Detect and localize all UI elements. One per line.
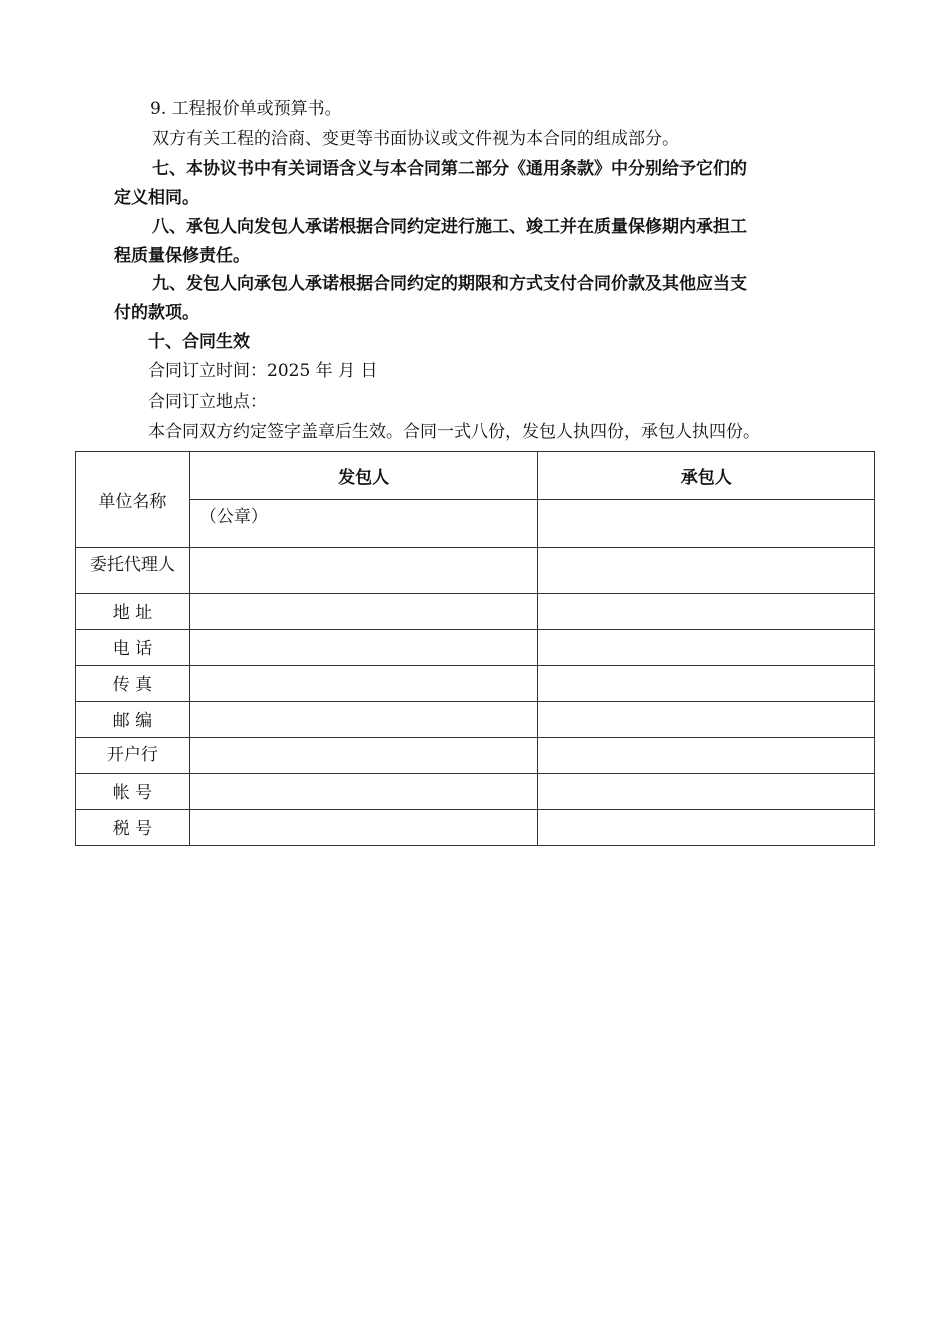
fax-label: 传 真 <box>76 666 190 702</box>
employer-phone-cell[interactable] <box>189 630 538 666</box>
table-row <box>76 666 875 702</box>
contractor-address-cell[interactable] <box>538 594 875 630</box>
address-label: 地 址 <box>76 594 190 630</box>
table-row <box>76 452 875 500</box>
employer-postcode-cell[interactable] <box>189 702 538 738</box>
contractor-bank-cell[interactable] <box>538 738 875 774</box>
item-9-quote: 9. 工程报价单或预算书。 <box>150 99 342 119</box>
related-docs-clause: 双方有关工程的洽商、变更等书面协议或文件视为本合同的组成部分。 <box>152 129 679 149</box>
contractor-header: 承包人 <box>538 452 875 500</box>
table-row <box>76 774 875 810</box>
contractor-phone-cell[interactable] <box>538 630 875 666</box>
table-row <box>76 702 875 738</box>
contract-place: 合同订立地点： <box>148 392 267 412</box>
contractor-account-cell[interactable] <box>538 774 875 810</box>
contractor-fax-cell[interactable] <box>538 666 875 702</box>
clause-9-line1: 九、发包人向承包人承诺根据合同约定的期限和方式支付合同价款及其他应当支 <box>152 274 747 294</box>
employer-tax-id-cell[interactable] <box>189 810 538 846</box>
clause-8-line1: 八、承包人向发包人承诺根据合同约定进行施工、竣工并在质量保修期内承担工 <box>152 217 747 237</box>
table-row <box>76 630 875 666</box>
clause-10-heading: 十、合同生效 <box>148 332 250 352</box>
clause-7-line2: 定义相同。 <box>114 188 199 208</box>
employer-address-cell[interactable] <box>189 594 538 630</box>
contractor-tax-id-cell[interactable] <box>538 810 875 846</box>
employer-header: 发包人 <box>189 452 538 500</box>
clause-7-line1: 七、本协议书中有关词语含义与本合同第二部分《通用条款》中分别给予它们的 <box>152 159 747 179</box>
table-row <box>76 594 875 630</box>
agent-label: 委托代理人 <box>76 548 190 594</box>
contractor-agent-cell[interactable] <box>538 548 875 594</box>
effect-clause: 本合同双方约定签字盖章后生效。合同一式八份，发包人执四份，承包人执四份。 <box>148 422 760 442</box>
contract-date: 合同订立时间：2025 年 月 日 <box>148 361 378 381</box>
employer-agent-cell[interactable] <box>189 548 538 594</box>
contractor-postcode-cell[interactable] <box>538 702 875 738</box>
signature-table <box>75 451 875 846</box>
table-row <box>76 548 875 594</box>
employer-account-cell[interactable] <box>189 774 538 810</box>
tax-id-label: 税 号 <box>76 810 190 846</box>
table-row <box>76 810 875 846</box>
employer-fax-cell[interactable] <box>189 666 538 702</box>
table-row <box>76 738 875 774</box>
contractor-seal-cell[interactable] <box>538 500 875 548</box>
account-label: 帐 号 <box>76 774 190 810</box>
bank-label: 开户行 <box>76 738 190 774</box>
postcode-label: 邮 编 <box>76 702 190 738</box>
table-row <box>76 500 875 548</box>
unit-name-label: 单位名称 <box>76 452 190 548</box>
clause-8-line2: 程质量保修责任。 <box>114 246 250 266</box>
employer-bank-cell[interactable] <box>189 738 538 774</box>
clause-9-line2: 付的款项。 <box>114 303 199 323</box>
phone-label: 电 话 <box>76 630 190 666</box>
employer-seal-cell[interactable]: （公章） <box>189 500 538 548</box>
